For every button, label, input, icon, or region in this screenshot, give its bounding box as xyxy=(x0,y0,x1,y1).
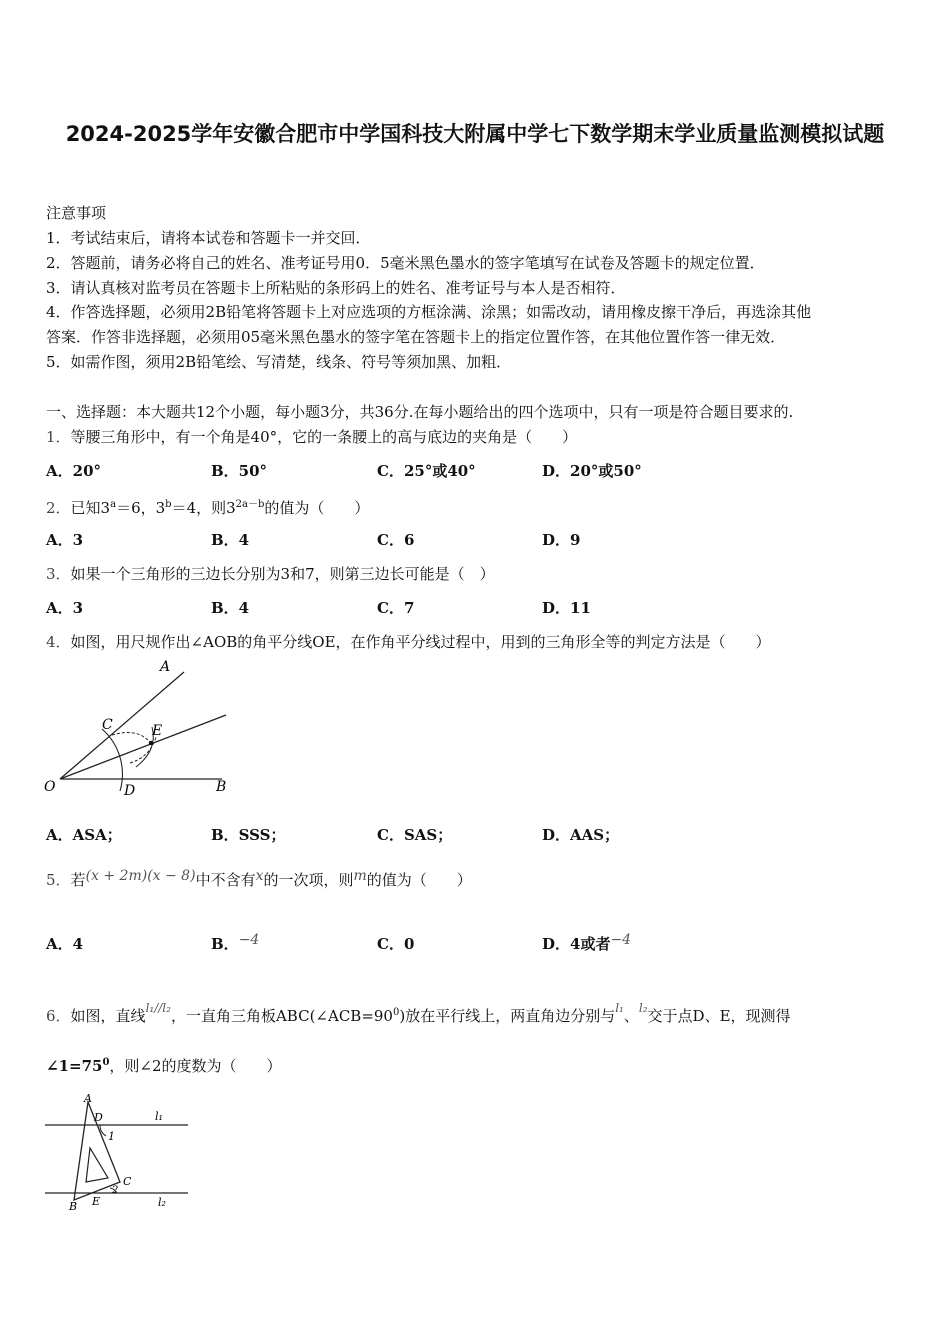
label-c: C xyxy=(123,1175,132,1188)
q2-option-a[interactable]: A．3 xyxy=(46,531,84,549)
q2-exp-b: b xyxy=(165,499,172,510)
label-d: D xyxy=(94,1111,103,1124)
arc-cd xyxy=(102,729,122,791)
question-6-line2 xyxy=(46,1053,282,1076)
notice-item: 2．答题前，请务必将自己的姓名、准考证号用0．5毫米黑色墨水的签字笔填写在试卷及答题卡的规定位置． xyxy=(46,254,765,272)
q2-text-part: 已知3 xyxy=(70,499,111,517)
q2-option-d[interactable]: D．9 xyxy=(542,531,581,549)
q5-text-part: 中不含有 xyxy=(195,871,256,889)
question-number: 3． xyxy=(46,565,71,583)
q4-option-c[interactable]: C．SAS； xyxy=(377,826,453,844)
q3-option-b[interactable]: B．4 xyxy=(211,599,250,617)
q5-option-b[interactable] xyxy=(211,934,259,955)
q2-exp-2a-b: 2a－b xyxy=(235,499,265,510)
notice-item: 3．请认真核对监考员在答题卡上所粘贴的条形码上的姓名、准考证号与本人是否相符． xyxy=(46,279,626,297)
label-e: E xyxy=(152,723,163,739)
page-title: 2024-2025学年安徽合肥市中学国科技大附属中学七下数学期末学业质量监测模拟试题 xyxy=(65,122,885,146)
question-number: 4． xyxy=(46,633,71,651)
q1-option-a[interactable]: A．20° xyxy=(46,462,102,480)
q6-degree: 0 xyxy=(102,1057,110,1068)
q5-option-c[interactable]: C．0 xyxy=(377,935,415,953)
question-number: 5． xyxy=(46,871,71,889)
question-text: 等腰三角形中，有一个角是40°，它的一条腰上的高与底边的夹角是（ ） xyxy=(70,428,578,446)
label-d: D xyxy=(124,783,136,799)
q2-text-part: ＝4，则3 xyxy=(171,499,236,517)
q5-option-b-value: −4 xyxy=(238,932,260,948)
parallel-lines-triangle-figure xyxy=(40,1090,195,1215)
q6-text-part: ，则∠2的度数为（ ） xyxy=(109,1057,282,1075)
q6-text-part: 如图，直线 xyxy=(70,1007,146,1025)
q6-degree: 0 xyxy=(392,1007,400,1018)
angle-bisector-figure xyxy=(40,655,240,805)
q4-option-d[interactable]: D．AAS； xyxy=(542,826,620,844)
q5-option-d-label: D．4或者 xyxy=(542,935,611,953)
q3-option-d[interactable]: D．11 xyxy=(542,599,591,617)
q6-line-l2: l₂ xyxy=(638,1001,648,1015)
q5-expression: (x + 2m)(x − 8) xyxy=(85,868,196,884)
label-l2: l₂ xyxy=(158,1196,166,1209)
q5-text-part: 的值为（ ） xyxy=(366,871,472,889)
q3-option-a[interactable]: A．3 xyxy=(46,599,84,617)
label-c: C xyxy=(102,717,113,733)
q6-parallel-lines: l₁//l₂ xyxy=(145,1001,171,1015)
label-l1: l₁ xyxy=(155,1110,163,1123)
question-text: 如果一个三角形的三边长分别为3和7，则第三边长可能是（ ） xyxy=(70,565,495,583)
label-angle-1: 1 xyxy=(108,1130,115,1143)
question-2 xyxy=(46,495,369,518)
q5-option-a[interactable]: A．4 xyxy=(46,935,84,953)
arc-c xyxy=(112,733,152,745)
q6-text-part: )放在平行线上，两直角边分别与 xyxy=(399,1007,616,1025)
notice-item: 1．考试结束后，请将本试卷和答题卡一并交回． xyxy=(46,229,371,247)
q2-option-b[interactable]: B．4 xyxy=(211,531,250,549)
question-5 xyxy=(46,870,472,891)
question-1 xyxy=(46,427,577,447)
q2-text-part: ＝6，3 xyxy=(116,499,166,517)
q6-text-part: 、 xyxy=(623,1007,639,1025)
q2-option-c[interactable]: C．6 xyxy=(377,531,415,549)
q5-var-m: m xyxy=(353,868,367,884)
triangle-inner xyxy=(86,1148,108,1182)
question-number: 1． xyxy=(46,428,71,446)
q1-option-d[interactable]: D．20°或50° xyxy=(542,462,642,480)
q4-option-a[interactable]: A．ASA； xyxy=(46,826,122,844)
label-e: E xyxy=(92,1195,101,1208)
label-a: A xyxy=(84,1092,92,1105)
question-3 xyxy=(46,564,495,584)
notice-item: 答案．作答非选择题，必须用05毫米黑色墨水的签字笔在答题卡上的指定位置作答，在其他位置作答一律无效． xyxy=(46,328,786,346)
q5-option-d-value: −4 xyxy=(610,932,632,948)
q5-option-d[interactable] xyxy=(542,934,631,955)
q6-line-l1: l₁ xyxy=(615,1001,624,1015)
q2-text-part: 的值为（ ） xyxy=(264,499,370,517)
q3-option-c[interactable]: C．7 xyxy=(377,599,415,617)
notice-item: 5．如需作图，须用2B铅笔绘、写清楚，线条、符号等须加黑、加粗． xyxy=(46,353,512,371)
label-b: B xyxy=(69,1200,78,1213)
question-4 xyxy=(46,632,771,652)
q5-text-part: 的一次项，则 xyxy=(263,871,354,889)
q4-option-b[interactable]: B．SSS； xyxy=(211,826,286,844)
point-e xyxy=(149,741,153,745)
label-a: A xyxy=(160,659,171,675)
question-number: 2． xyxy=(46,499,71,517)
ray-oa xyxy=(60,672,184,779)
notice-heading: 注意事项 xyxy=(46,204,107,222)
q6-text-part: ，一直角三角板ABC(∠ACB=90 xyxy=(170,1007,393,1025)
q5-option-b-label: B． xyxy=(211,935,239,953)
q6-text-part: 交于点D、E，现测得 xyxy=(647,1007,791,1025)
q5-text-part: 若 xyxy=(70,871,86,889)
section-heading: 一、选择题：本大题共12个小题，每小题3分，共36分.在每小题给出的四个选项中，只有一项是符合题目要求的. xyxy=(46,403,794,421)
label-angle-2: 2 xyxy=(112,1185,119,1196)
question-6 xyxy=(46,1003,791,1027)
q1-option-c[interactable]: C．25°或40° xyxy=(377,462,476,480)
notice-item: 4．作答选择题，必须用2B铅笔将答题卡上对应选项的方框涂满、涂黑；如需改动，请用橡皮擦干净后，再选涂其他 xyxy=(46,303,812,321)
question-number: 6． xyxy=(46,1007,71,1025)
label-b: B xyxy=(216,779,227,795)
q5-var-x: x xyxy=(255,868,264,884)
q6-angle-1: ∠1=75 xyxy=(46,1057,103,1075)
label-o: O xyxy=(44,779,56,795)
q2-exp-a: a xyxy=(110,499,117,510)
q1-option-b[interactable]: B．50° xyxy=(211,462,268,480)
question-text: 如图，用尺规作出∠AOB的角平分线OE，在作角平分线过程中，用到的三角形全等的判定方法是（ ） xyxy=(70,633,771,651)
ray-oe xyxy=(60,715,226,779)
